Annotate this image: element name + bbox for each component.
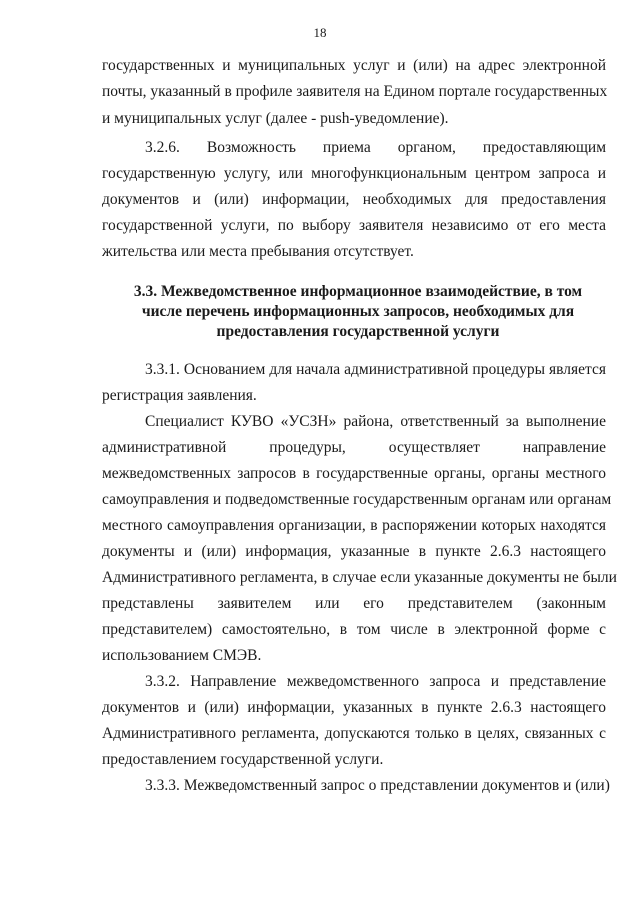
text-line: предоставлением государственной услуги. — [102, 751, 384, 768]
text-line: Административного регламента, в случае если указанные документы не были — [102, 569, 617, 586]
text-line: представлены заявителем или его представителем (законным — [102, 595, 606, 612]
page-number: 18 — [313, 25, 327, 40]
text-line: 3.3.1. Основанием для начала административной процедуры является — [145, 361, 606, 378]
text-line: использованием СМЭВ. — [102, 647, 262, 664]
text-line: государственных и муниципальных услуг и (или) на адрес электронной — [102, 57, 606, 74]
text-line: документы и (или) информация, указанные в пункте 2.6.3 настоящего — [102, 543, 606, 560]
text-line: государственной услуги, по выбору заявителя независимо от его места — [102, 217, 606, 234]
text-line: Специалист КУВО «УСЗН» района, ответственный за выполнение — [145, 413, 606, 430]
text-line: жительства или места пребывания отсутствует. — [102, 243, 414, 260]
text-line: 3.3.2. Направление межведомственного запроса и представление — [145, 673, 606, 690]
text-line: административной процедуры, осуществляет направление — [102, 439, 606, 456]
text-line: и муниципальных услуг (далее - push-уведомление). — [102, 110, 449, 127]
text-line: Административного регламента, допускаются только в целях, связанных с — [102, 725, 606, 742]
text-line: 3.2.6. Возможность приема органом, предоставляющим — [145, 139, 606, 156]
text-line: государственную услугу, или многофункциональным центром запроса и — [102, 165, 606, 182]
text-line: документов и (или) информации, необходимых для предоставления — [102, 191, 606, 208]
text-line: документов и (или) информации, указанных в пункте 2.6.3 настоящего — [102, 699, 606, 716]
text-line: местного самоуправления организации, в распоряжении которых находятся — [102, 517, 606, 534]
text-line: самоуправления и подведомственные государственным органам или органам — [102, 491, 612, 508]
text-line: межведомственных запросов в государственные органы, органы местного — [102, 465, 606, 482]
text-line: регистрация заявления. — [102, 387, 257, 404]
text-line: 3.3.3. Межведомственный запрос о представлении документов и (или) — [145, 777, 610, 794]
text-line: представителем) самостоятельно, в том числе в электронной форме с — [102, 621, 606, 638]
section-heading: 3.3. Межведомственное информационное взаимодействие, в том — [133, 283, 583, 300]
section-heading: предоставления государственной услуги — [216, 323, 500, 340]
section-heading: числе перечень информационных запросов, необходимых для — [141, 303, 575, 320]
text-line: почты, указанный в профиле заявителя на Едином портале государственных — [102, 83, 608, 100]
